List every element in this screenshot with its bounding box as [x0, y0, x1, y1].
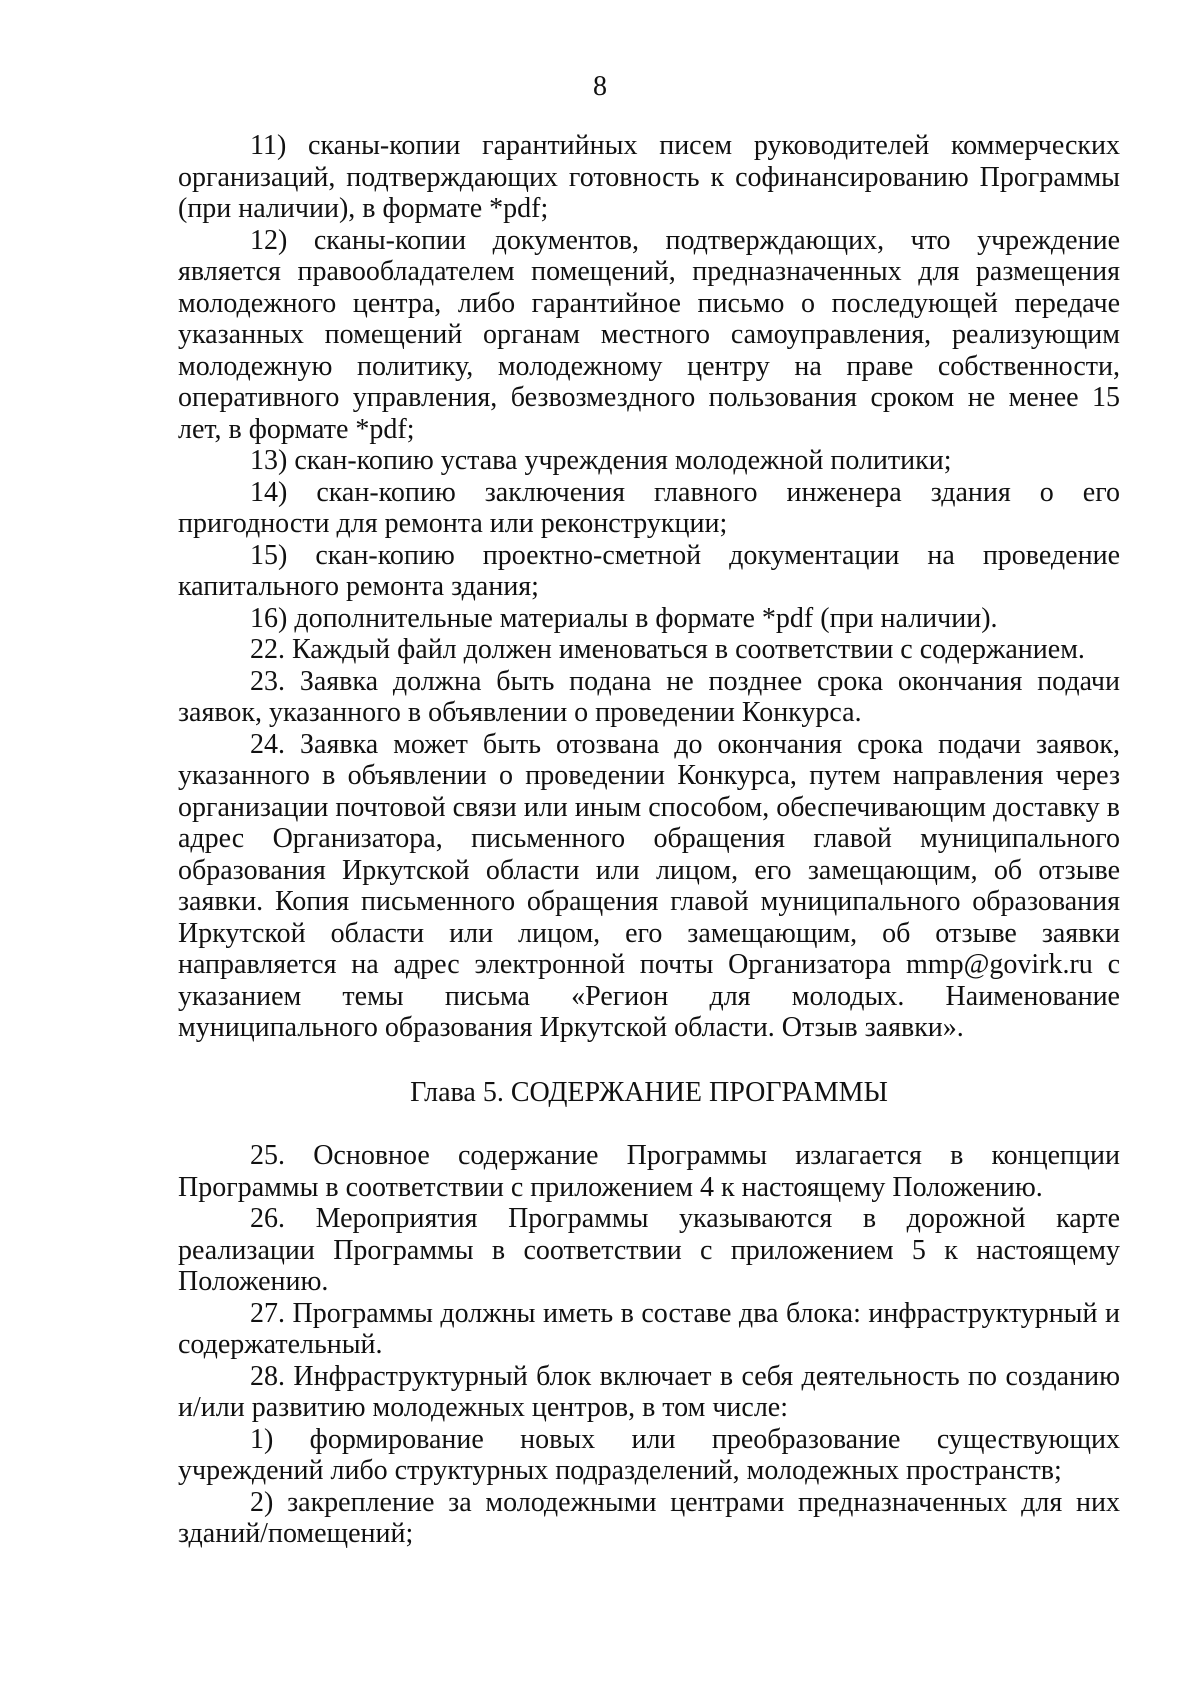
list-item-15: 15) скан-копию проектно-сметной документации на проведение капитального ремонта здания;: [178, 539, 1120, 602]
clause-23: 23. Заявка должна быть подана не позднее срока окончания подачи заявок, указанного в объявлении о проведении Конкурса.: [178, 665, 1120, 728]
clause-26: 26. Мероприятия Программы указываются в дорожной карте реализации Программы в соответствии с приложением 5 к настоящему Положению.: [178, 1203, 1120, 1297]
list-item-16: 16) дополнительные материалы в формате *pdf (при наличии).: [250, 602, 998, 634]
list-item-14: 14) скан-копию заключения главного инженера здания о его пригодности для ремонта или реконструкции;: [178, 476, 1120, 539]
clause-22: 22. Каждый файл должен именоваться в соответствии с содержанием.: [250, 634, 1085, 665]
page-number: 8: [593, 71, 607, 102]
list-item-11: 11) сканы-копии гарантийных писем руководителей коммерческих организаций, подтверждающих готовность к софинансированию Программы (при наличии), в формате *pdf;: [178, 130, 1120, 224]
clause-28-item-2: 2) закрепление за молодежными центрами предназначенных для них зданий/помещений;: [178, 1486, 1120, 1549]
list-item-13: 13) скан-копию устава учреждения молодежной политики;: [250, 445, 952, 476]
document-body: [178, 130, 1120, 1550]
list-item-12: 12) сканы-копии документов, подтверждающих, что учреждение является правообладателем помещений, предназначенных для размещения молодежного центра, либо гарантийное письмо о последующей передаче указанных помещений органам местного самоуправления, реализующим молодежную политику, молодежному центру на праве собственности, оперативного управления, безвозмездного пользования сроком не менее 15 лет, в формате *pdf;: [178, 224, 1120, 445]
clause-25: 25. Основное содержание Программы излагается в концепции Программы в соответствии с приложением 4 к настоящему Положению.: [178, 1140, 1120, 1203]
clause-24: 24. Заявка может быть отозвана до окончания срока подачи заявок, указанного в объявлении о проведении Конкурса, путем направления через организации почтовой связи или иным способом, обеспечивающим доставку в адрес Организатора, письменного обращения главой муниципального образования Иркутской области или лицом, его замещающим, об отзыве заявки. Копия письменного обращения главой муниципального образования Иркутской области или лицом, его замещающим, об отзыве заявки направляется на адрес электронной почты Организатора mmp@govirk.ru с указанием темы письма «Регион для молодых. Наименование муниципального образования Иркутской области. Отзыв заявки».: [178, 728, 1120, 1043]
chapter-heading: Глава 5. СОДЕРЖАНИЕ ПРОГРАММЫ: [410, 1076, 888, 1108]
clause-28: 28. Инфраструктурный блок включает в себя деятельность по созданию и/или развитию молодежных центров, в том числе:: [178, 1360, 1120, 1423]
clause-27: 27. Программы должны иметь в составе два блока: инфраструктурный и содержательный.: [178, 1297, 1120, 1360]
clause-28-item-1: 1) формирование новых или преобразование существующих учреждений либо структурных подразделений, молодежных пространств;: [178, 1423, 1120, 1486]
